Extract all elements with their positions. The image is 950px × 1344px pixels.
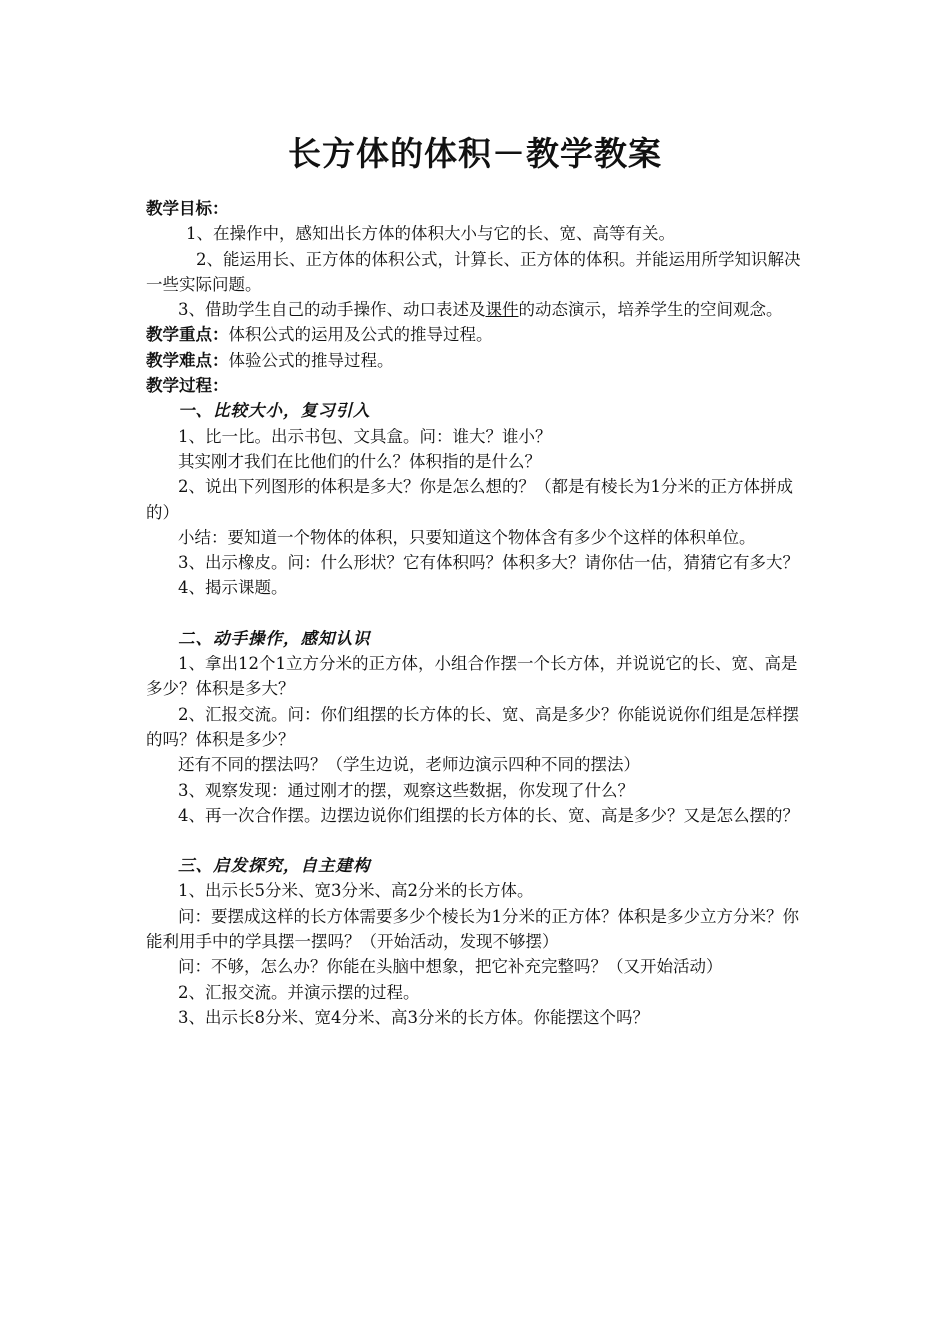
- section-heading: 一、比较大小，复习引入: [178, 401, 371, 421]
- section-heading: 三、启发探究，自主建构: [178, 856, 371, 876]
- section-line: 4、再一次合作摆。边摆边说你们组摆的长方体的长、宽、高是多少？又是怎么摆的？: [178, 805, 799, 825]
- spacer: [146, 828, 810, 853]
- difficulty-text: 体验公式的推导过程。: [228, 350, 394, 370]
- key-text: 体积公式的运用及公式的推导过程。: [228, 325, 493, 345]
- section-line: 2、说出下列图形的体积是多大？你是怎么想的？（都是有棱长为1分米的正方体拼成的）: [146, 477, 793, 522]
- section-line: 2、汇报交流。并演示摆的过程。: [178, 982, 420, 1002]
- difficult-point: [146, 348, 810, 373]
- section-line: 1、拿出12个1立方分米的正方体，小组合作摆一个长方体，并说说它的长、宽、高是多少？体积是多大？: [146, 654, 798, 699]
- section-line: 3、出示长8分米、宽4分米、高3分米的长方体。你能摆这个吗？: [178, 1007, 649, 1027]
- section-line: 3、出示橡皮。问：什么形状？它有体积吗？体积多大？请你估一估，猜猜它有多大？: [178, 553, 799, 573]
- goal-3-text-b: 的动态演示，培养学生的空间观念。: [518, 300, 783, 320]
- document-body: [146, 196, 810, 1030]
- section-line: 1、比一比。出示书包、文具盒。问：谁大？谁小？: [178, 426, 552, 446]
- section-line: 其实刚才我们在比他们的什么？体积指的是什么？: [178, 451, 541, 471]
- goal-3: [146, 297, 810, 322]
- page-title: 长方体的体积－教学教案: [288, 134, 662, 173]
- section-line: 4、揭示课题。: [178, 578, 288, 598]
- goal-2: 2、能运用长、正方体的体积公式，计算长、正方体的体积。并能运用所学知识解决一些实际问题。: [146, 249, 801, 294]
- goals-label: 教学目标：: [146, 199, 229, 218]
- process-label: 教学过程：: [146, 376, 229, 396]
- key-point: [146, 322, 810, 347]
- section-line: 还有不同的摆法吗？（学生边说，老师边演示四种不同的摆法）: [178, 755, 640, 775]
- goal-3-text-a: 3、借助学生自己的动手操作、动口表述及: [178, 300, 486, 320]
- spacer: [146, 601, 810, 626]
- difficulty-label: 教学难点：: [146, 350, 229, 370]
- section-line: 2、汇报交流。问：你们组摆的长方体的长、宽、高是多少？你能说说你们组是怎样摆的吗？体积是多少？: [146, 704, 799, 749]
- section-heading: 二、动手操作，感知认识: [178, 628, 371, 648]
- courseware-link[interactable]: 课件: [485, 300, 519, 320]
- section-line: 小结：要知道一个物体的体积，只要知道这个物体含有多少个这样的体积单位。: [178, 527, 756, 547]
- section-line: 问：要摆成这样的长方体需要多少个棱长为1分米的正方体？体积是多少立方分米？你能利用手中的学具摆一摆吗？（开始活动，发现不够摆）: [146, 906, 799, 952]
- key-label: 教学重点：: [146, 325, 229, 345]
- section-line: 问：不够，怎么办？你能在头脑中想象，把它补充完整吗？（又开始活动）: [178, 957, 723, 977]
- section-line: 1、出示长5分米、宽3分米、高2分米的长方体。: [178, 881, 534, 901]
- goal-1: 1、在操作中，感知出长方体的体积大小与它的长、宽、高等有关。: [186, 224, 675, 244]
- section-line: 3、观察发现：通过刚才的摆，观察这些数据，你发现了什么？: [178, 780, 634, 800]
